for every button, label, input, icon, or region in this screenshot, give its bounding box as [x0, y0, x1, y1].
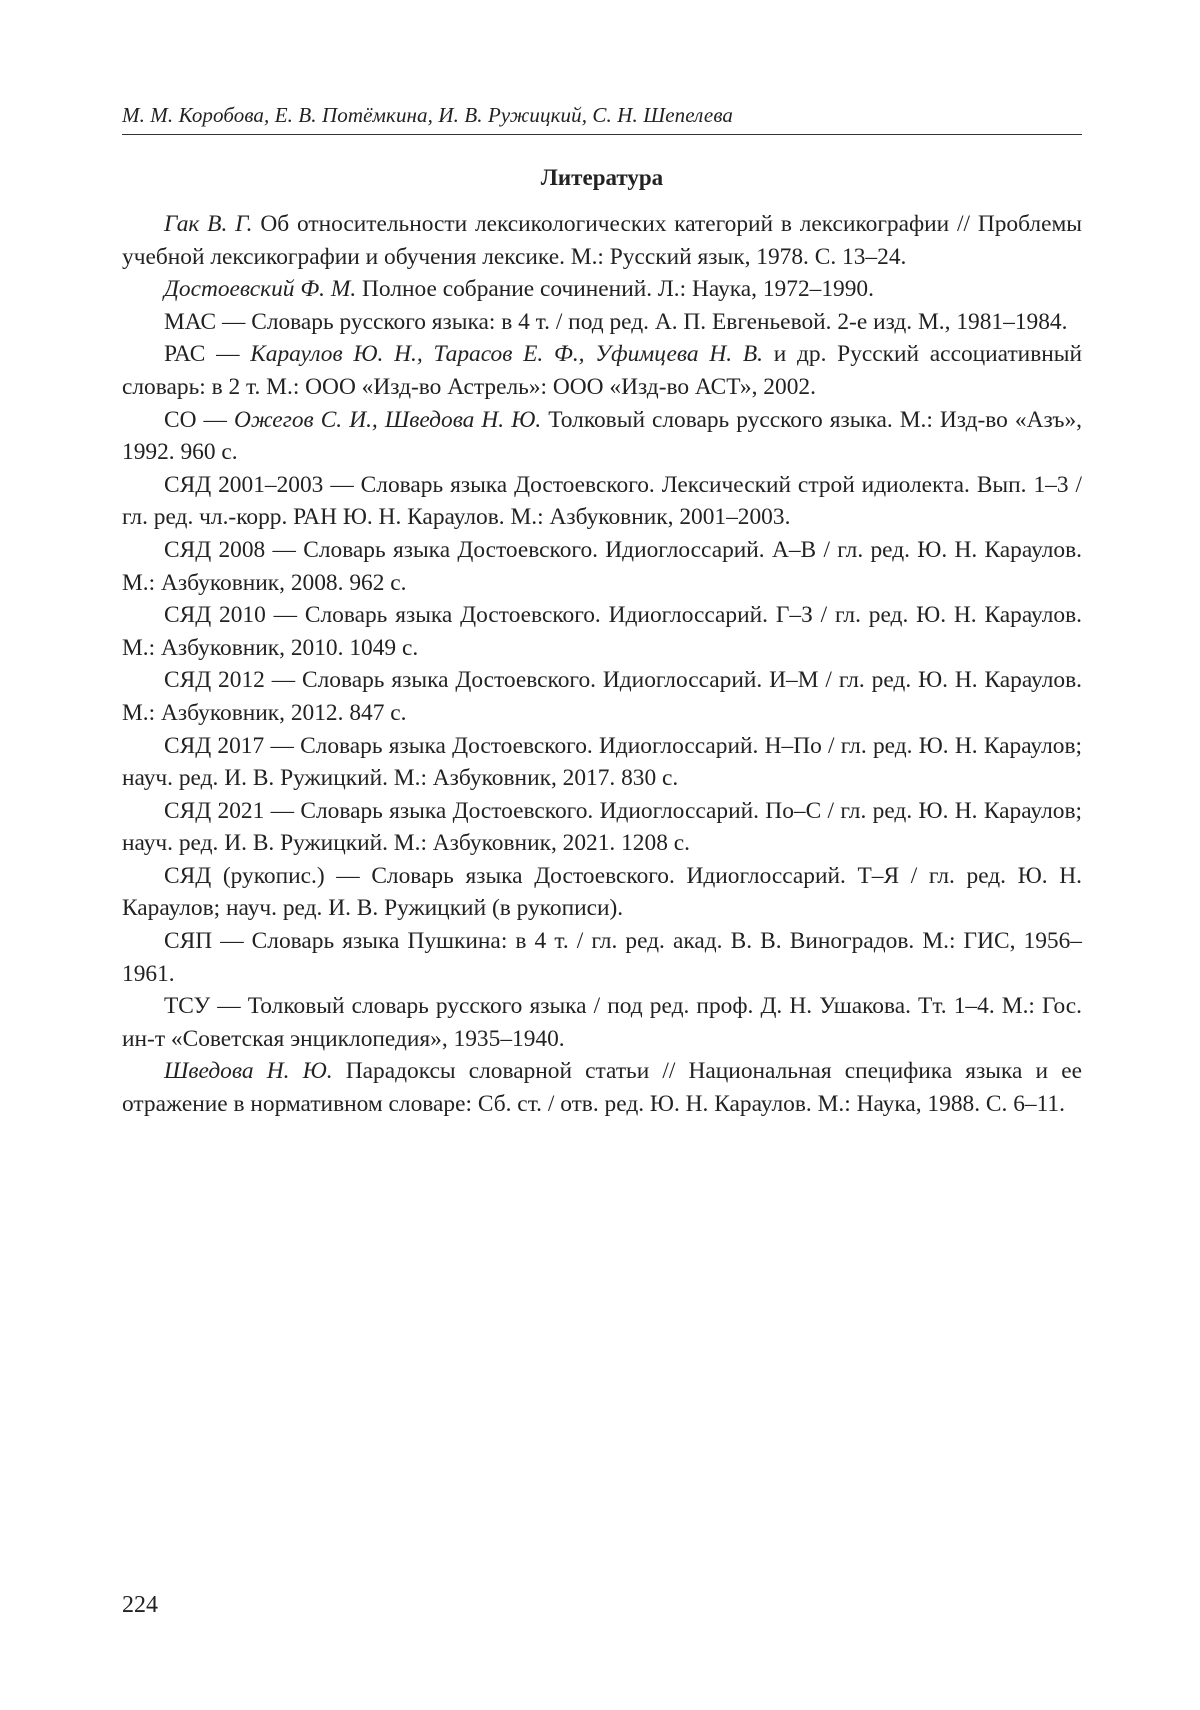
reference-entry: ТСУ — Толковый словарь русского языка / под ред. проф. Д. Н. Ушакова. Тт. 1–4. М.: Гос. ин-т «Советская энциклопедия», 1935–1940.: [122, 993, 1082, 1052]
section-title: Литература: [540, 165, 664, 190]
reference-entry: Шведова Н. Ю. Парадоксы словарной статьи // Национальная специфика языка и ее отражение в нормативном словаре: Сб. ст. / отв. ред. Ю. Н. Караулов. М.: Наука, 1988. С. 6–11.: [122, 1058, 1082, 1118]
header-rule: [122, 134, 1082, 135]
reference-entry: СО — Ожегов С. И., Шведова Н. Ю. Толковый словарь русского языка. М.: Изд-во «Азъ», 1992. 960 с.: [122, 406, 1082, 466]
reference-entry: СЯД 2010 — Словарь языка Достоевского. Идиоглоссарий. Г–З / гл. ред. Ю. Н. Караулов. М.: Азбуковник, 2010. 1049 с.: [122, 602, 1082, 661]
running-head: М. М. Коробова, Е. В. Потёмкина, И. В. Ружицкий, С. Н. Шепелева: [122, 103, 734, 127]
reference-entry: РАС — Караулов Ю. Н., Тарасов Е. Ф., Уфимцева Н. В. и др. Русский ассоциативный словарь: в 2 т. М.: ООО «Изд-во Астрель»: ООО «Изд-во АСТ», 2002.: [122, 341, 1082, 400]
reference-entry: СЯД 2001–2003 — Словарь языка Достоевского. Лексический строй идиолекта. Вып. 1–3 / гл. ред. чл.-корр. РАН Ю. Н. Караулов. М.: Азбуковник, 2001–2003.: [122, 471, 1082, 531]
reference-authors: Достоевский Ф. М.: [164, 276, 357, 303]
reference-entry: Гак В. Г. Об относительности лексикологических категорий в лексикографии // Проблемы учебной лексикографии и обучения лексике. М.: Русский язык, 1978. С. 13–24.: [122, 211, 1082, 270]
reference-authors: Ожегов С. И., Шведова Н. Ю.: [233, 406, 542, 433]
reference-entry: СЯД 2021 — Словарь языка Достоевского. Идиоглоссарий. По–С / гл. ред. Ю. Н. Караулов; науч. ред. И. В. Ружицкий. М.: Азбуковник, 2021. 1208 с.: [122, 797, 1082, 857]
reference-entry: СЯД 2017 — Словарь языка Достоевского. Идиоглоссарий. Н–По / гл. ред. Ю. Н. Караулов; науч. ред. И. В. Ружицкий. М.: Азбуковник, 2017. 830 с.: [122, 732, 1082, 792]
reference-entry: Достоевский Ф. М. Полное собрание сочинений. Л.: Наука, 1972–1990.: [164, 276, 874, 303]
reference-authors: Гак В. Г.: [164, 211, 253, 237]
reference-entry: СЯД (рукопис.) — Словарь языка Достоевского. Идиоглоссарий. Т–Я / гл. ред. Ю. Н. Караулов; науч. ред. И. В. Ружицкий (в рукописи).: [122, 862, 1082, 922]
reference-entry: СЯД 2008 — Словарь языка Достоевского. Идиоглоссарий. А–В / гл. ред. Ю. Н. Караулов. М.: Азбуковник, 2008. 962 с.: [122, 536, 1082, 596]
reference-entry: СЯД 2012 — Словарь языка Достоевского. Идиоглоссарий. И–М / гл. ред. Ю. Н. Караулов. М.: Азбуковник, 2012. 847 с.: [122, 667, 1082, 726]
reference-authors: Шведова Н. Ю.: [164, 1058, 333, 1085]
page-number: 224: [122, 1592, 158, 1618]
reference-list: [122, 208, 1082, 1121]
reference-authors: Караулов Ю. Н., Тарасов Е. Ф., Уфимцева Н. В.: [250, 341, 763, 368]
reference-entry: МАС — Словарь русского языка: в 4 т. / под ред. А. П. Евгеньевой. 2-е изд. М., 1981–1984.: [164, 308, 1068, 335]
reference-entry: СЯП — Словарь языка Пушкина: в 4 т. / гл. ред. акад. В. В. Виноградов. М.: ГИС, 1956–1961.: [122, 928, 1082, 987]
